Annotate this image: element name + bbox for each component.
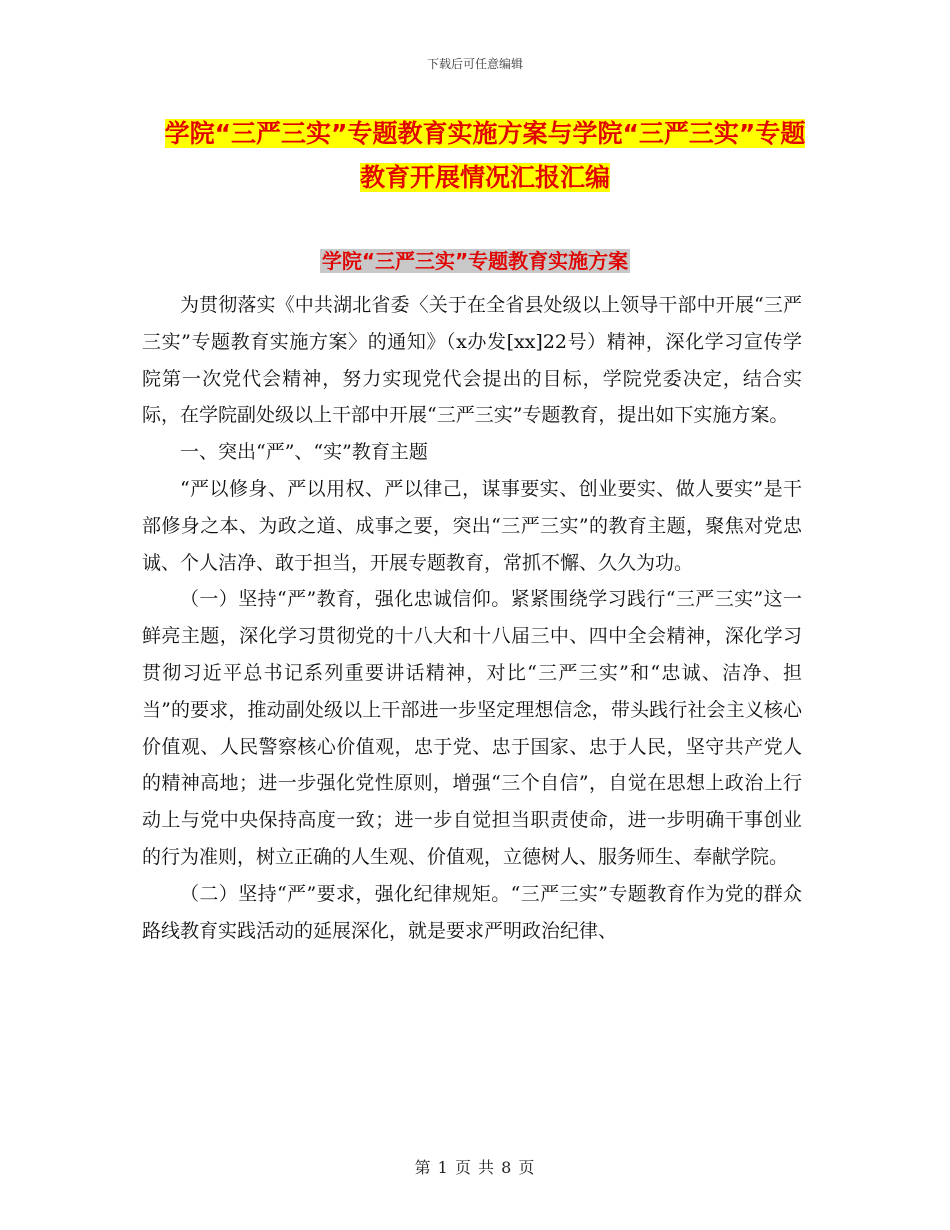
document-body — [142, 287, 802, 949]
paragraph-theme: “严以修身、严以用权、严以律己，谋事要实、创业要实、做人要实”是干部修身之本、为政之道、成事之要，突出“三严三实”的教育主题，聚焦对党忠诚、个人洁净、敢于担当，开展专题教育，常抓不懈、久久为功。 — [142, 477, 802, 574]
page-number: 第 1 页 共 8 页 — [414, 1158, 536, 1177]
document-title — [160, 112, 810, 200]
document-title-text: 学院“三严三实”专题教育实施方案与学院“三严三实”专题教育开展情况汇报汇编 — [164, 119, 806, 192]
section-title-text: 学院“三严三实”专题教育实施方案 — [321, 249, 629, 273]
paragraph-heading-1: 一、突出“严”、“实”教育主题 — [180, 441, 428, 464]
section-title — [0, 246, 950, 276]
paragraph-section-2: （二）坚持“严”要求，强化纪律规矩。“三严三实”专题教育作为党的群众路线教育实践活动的延展深化，就是要求严明政治纪律、 — [142, 882, 802, 942]
paragraph-intro: 为贯彻落实《中共湖北省委〈关于在全省县处级以上领导干部中开展“三严三实”专题教育实施方案〉的通知》（x办发[xx]22号）精神，深化学习宣传学院第一次党代会精神，努力实现党代会提出的目标，学院党委决定，结合实际，在学院副处级以上干部中开展“三严三实”专题教育，提出如下实施方案。 — [142, 294, 802, 427]
paragraph-section-1: （一）坚持“严”教育，强化忠诚信仰。紧紧围绕学习践行“三严三实”这一鲜亮主题，深化学习贯彻党的十八大和十八届三中、四中全会精神，深化学习贯彻习近平总书记系列重要讲话精神，对比“三严三实”和“忠诚、洁净、担当”的要求，推动副处级以上干部进一步坚定理想信念，带头践行社会主义核心价值观、人民警察核心价值观，忠于党、忠于国家、忠于人民，坚守共产党人的精神高地；进一步强化党性原则，增强“三个自信”，自觉在思想上政治上行动上与党中央保持高度一致；进一步自觉担当职责使命，进一步明确干事创业的行为准则，树立正确的人生观、价值观，立德树人、服务师生、奉献学院。 — [142, 588, 802, 868]
page-header-note: 下载后可任意编辑 — [426, 57, 523, 71]
